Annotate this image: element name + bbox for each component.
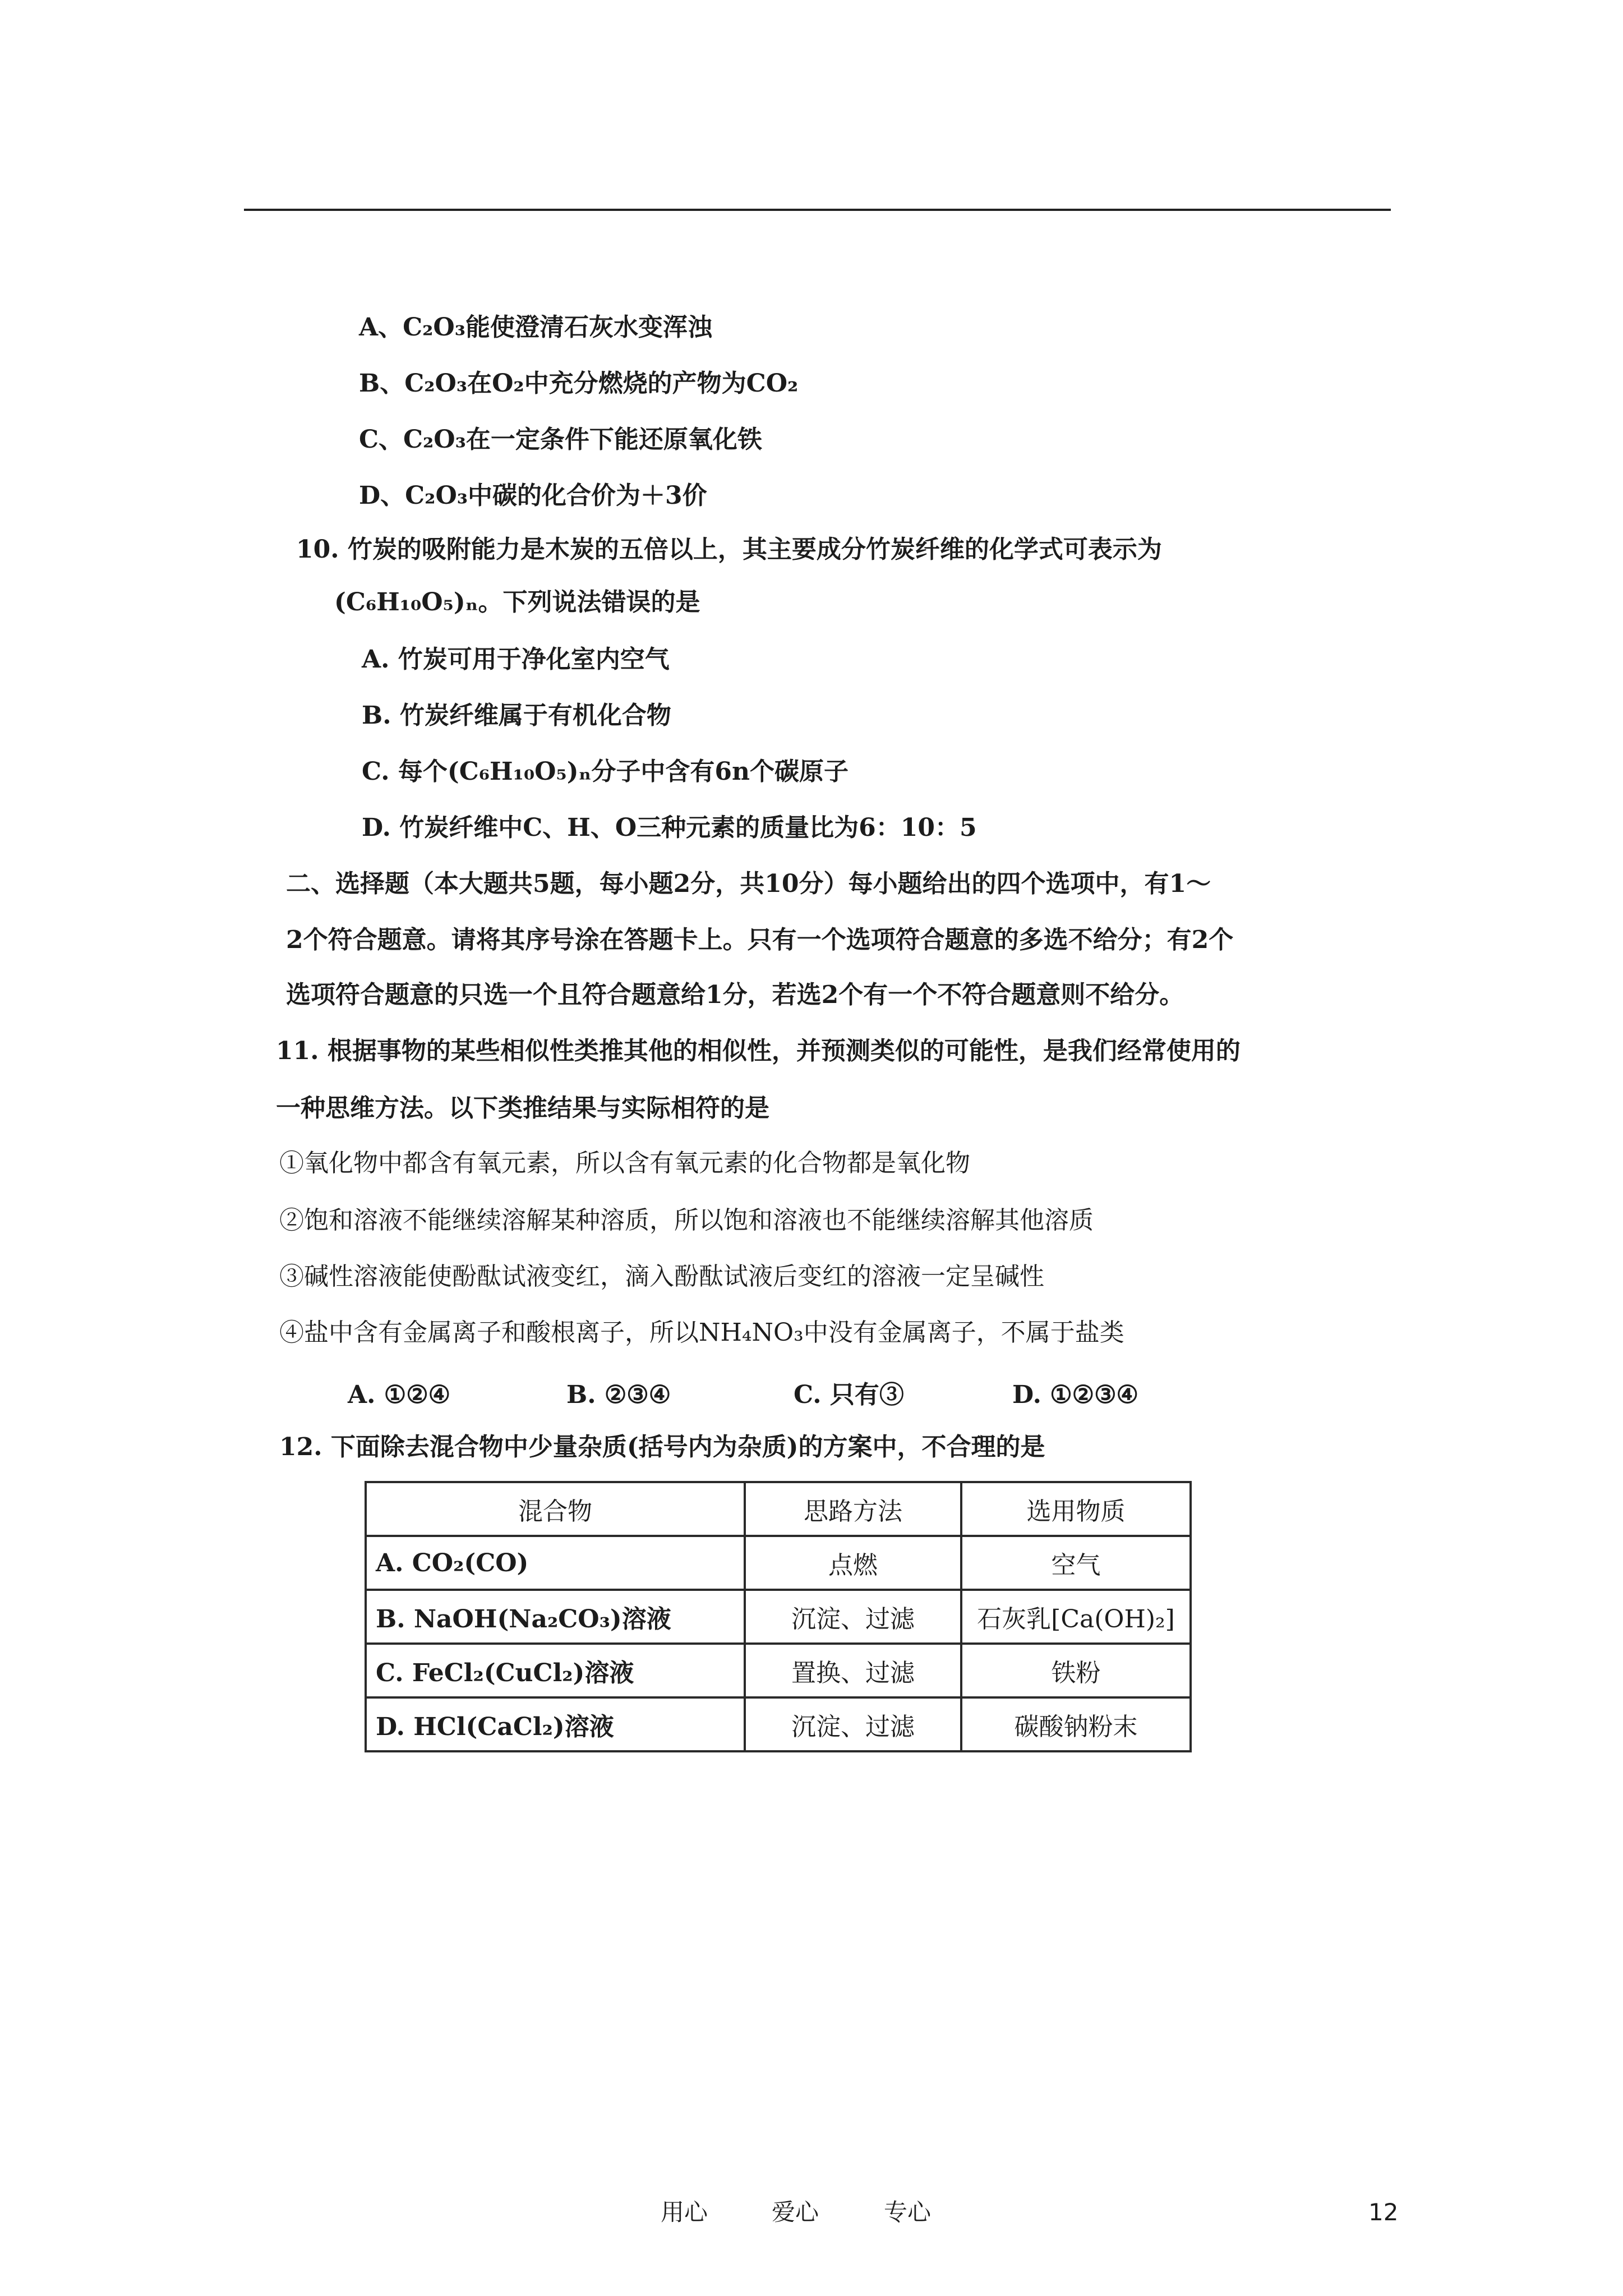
q11-option-b: B. ②③④ bbox=[566, 1381, 671, 1409]
q11-stem-line1: 11. 根据事物的某些相似性类推其他的相似性，并预测类似的可能性，是我们经常使用的 bbox=[276, 1037, 1241, 1065]
page-number: 12 bbox=[1368, 2198, 1399, 2226]
q11-stem-line2: 一种思维方法。以下类推结果与实际相符的是 bbox=[276, 1094, 769, 1122]
section2-line1: 二、选择题（本大题共5题，每小题2分，共10分）每小题给出的四个选项中，有1～ bbox=[286, 869, 1211, 898]
q12-table bbox=[365, 1481, 1192, 1752]
table-header-reagent: 选用物质 bbox=[961, 1482, 1191, 1536]
table-row bbox=[366, 1590, 1191, 1644]
q11-statement-1: ①氧化物中都含有氧元素，所以含有氧元素的化合物都是氧化物 bbox=[279, 1149, 970, 1177]
table-cell-mixture: B. NaOH(Na₂CO₃)溶液 bbox=[366, 1590, 745, 1644]
q10-option-c: C. 每个(C₆H₁₀O₅)ₙ分子中含有6n个碳原子 bbox=[362, 757, 849, 786]
q10-option-a: A. 竹炭可用于净化室内空气 bbox=[362, 645, 670, 674]
table-header-mixture: 混合物 bbox=[366, 1482, 745, 1536]
q9-option-d: D、C₂O₃中碳的化合价为＋3价 bbox=[359, 481, 707, 510]
section2-line3: 选项符合题意的只选一个且符合题意给1分，若选2个有一个不符合题意则不给分。 bbox=[286, 981, 1184, 1009]
q11-statement-4: ④盐中含有金属离子和酸根离子，所以NH₄NO₃中没有金属离子，不属于盐类 bbox=[279, 1318, 1124, 1347]
footer-middle-text: 爱心 bbox=[772, 2198, 819, 2226]
q10-option-d: D. 竹炭纤维中C、H、O三种元素的质量比为6：10：5 bbox=[362, 813, 977, 842]
table-row bbox=[366, 1697, 1191, 1751]
table-header-method: 思路方法 bbox=[745, 1482, 961, 1536]
q11-options bbox=[348, 1377, 1211, 1413]
table-row bbox=[366, 1536, 1191, 1590]
header-rule bbox=[244, 209, 1391, 211]
q9-option-a: A、C₂O₃能使澄清石灰水变浑浊 bbox=[359, 313, 713, 342]
q11-statement-2: ②饱和溶液不能继续溶解某种溶质，所以饱和溶液也不能继续溶解其他溶质 bbox=[279, 1206, 1094, 1235]
footer-right-text: 专心 bbox=[884, 2198, 932, 2226]
table-cell-method: 置换、过滤 bbox=[745, 1644, 961, 1697]
q10-stem-line2: (C₆H₁₀O₅)ₙ。下列说法错误的是 bbox=[334, 588, 700, 616]
q9-option-b: B、C₂O₃在O₂中充分燃烧的产物为CO₂ bbox=[359, 369, 799, 398]
q11-statement-3: ③碱性溶液能使酚酞试液变红，滴入酚酞试液后变红的溶液一定呈碱性 bbox=[279, 1262, 1044, 1291]
table-cell-reagent: 空气 bbox=[961, 1536, 1191, 1590]
table-cell-mixture: D. HCl(CaCl₂)溶液 bbox=[366, 1697, 745, 1751]
table-header-row bbox=[366, 1482, 1191, 1536]
q10-stem-line1: 10. 竹炭的吸附能力是木炭的五倍以上，其主要成分竹炭纤维的化学式可表示为 bbox=[296, 535, 1162, 564]
table-cell-reagent: 铁粉 bbox=[961, 1644, 1191, 1697]
table-cell-method: 点燃 bbox=[745, 1536, 961, 1590]
table-cell-method: 沉淀、过滤 bbox=[745, 1590, 961, 1644]
q11-option-d: D. ①②③④ bbox=[1012, 1381, 1139, 1409]
table-cell-method: 沉淀、过滤 bbox=[745, 1697, 961, 1751]
table-cell-reagent: 石灰乳[Ca(OH)₂] bbox=[961, 1590, 1191, 1644]
q11-option-c: C. 只有③ bbox=[794, 1381, 904, 1409]
table-row bbox=[366, 1644, 1191, 1697]
table-cell-mixture: A. CO₂(CO) bbox=[366, 1536, 745, 1590]
q10-option-b: B. 竹炭纤维属于有机化合物 bbox=[362, 701, 671, 730]
footer-left-text: 用心 bbox=[661, 2198, 708, 2226]
section2-line2: 2个符合题意。请将其序号涂在答题卡上。只有一个选项符合题意的多选不给分；有2个 bbox=[286, 926, 1234, 954]
table-cell-reagent: 碳酸钠粉末 bbox=[961, 1697, 1191, 1751]
q12-stem: 12. 下面除去混合物中少量杂质(括号内为杂质)的方案中，不合理的是 bbox=[279, 1433, 1045, 1461]
table-cell-mixture: C. FeCl₂(CuCl₂)溶液 bbox=[366, 1644, 745, 1697]
q9-option-c: C、C₂O₃在一定条件下能还原氧化铁 bbox=[359, 425, 762, 454]
q11-option-a: A. ①②④ bbox=[348, 1381, 451, 1409]
